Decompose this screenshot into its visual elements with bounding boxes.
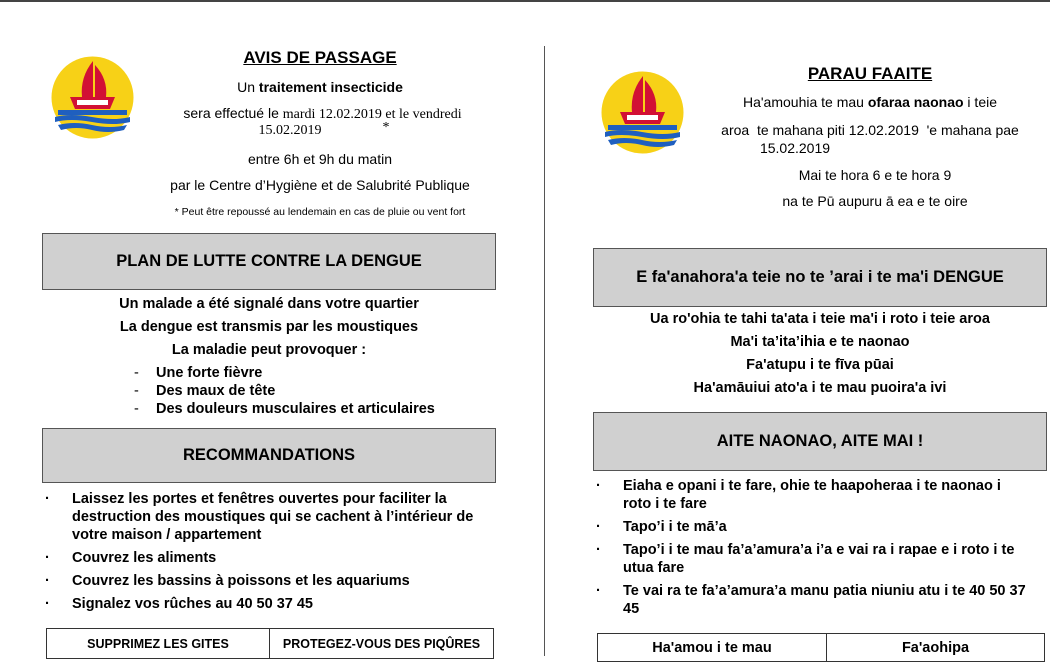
polynesia-emblem-icon bbox=[50, 55, 135, 140]
table-header-cell: Ha'amou i te mau bbox=[598, 634, 827, 662]
treatment-line bbox=[695, 94, 1045, 111]
dash-icon: - bbox=[134, 383, 139, 399]
column-divider bbox=[544, 46, 545, 656]
table-header-cell: SUPPRIMEZ LES GITES bbox=[47, 629, 270, 659]
alert-line-2: Ma'i ta’ita’ihia e te naonao bbox=[730, 334, 910, 350]
list-item: · Signalez vos rûches au 40 50 37 45 bbox=[45, 596, 313, 612]
recommendations-header: RECOMMANDATIONS bbox=[42, 428, 496, 483]
alert-line-2: La dengue est transmis par les moustiques bbox=[119, 319, 419, 335]
polynesia-emblem-icon bbox=[600, 70, 685, 155]
list-item: · Tapo’i i te mau fa’a’amura’a i’a e vai ra i rapae e i roto i te utua fare bbox=[596, 542, 1015, 576]
list-item: · Eiaha e opani i te fare, ohie te haapoheraa i te naonao i roto i te fare bbox=[596, 478, 1001, 512]
list-item: · Couvrez les aliments bbox=[45, 550, 217, 566]
table-header-cell: Fa'aohipa bbox=[827, 634, 1045, 662]
bullet-icon: · bbox=[596, 583, 601, 599]
dengue-plan-header: PLAN DE LUTTE CONTRE LA DENGUE bbox=[42, 233, 496, 290]
date-prefix: sera effectué le bbox=[183, 105, 283, 121]
page-title: AVIS DE PASSAGE bbox=[243, 48, 397, 67]
action-table bbox=[46, 628, 494, 659]
recommendation-list bbox=[42, 490, 492, 618]
organization-line: na te Pū aupuru ā ea e te oire bbox=[782, 193, 968, 209]
list-item: · Laissez les portes et fenêtres ouvertes pour faciliter la destruction des moustiques qui se cachent à l’intérieur de votre maison / appartement bbox=[45, 491, 474, 543]
treatment-bold: ofaraa naonao bbox=[867, 94, 964, 110]
alert-line-3: La maladie peut provoquer : bbox=[171, 342, 367, 358]
list-item: - Des douleurs musculaires et articulaires bbox=[134, 401, 435, 417]
alert-line-1: Un malade a été signalé dans votre quartier bbox=[119, 296, 419, 312]
date-second: 15.02.2019 bbox=[759, 140, 831, 156]
action-table bbox=[597, 633, 1045, 662]
rain-note: * Peut être repoussé au lendemain en cas de pluie ou vent fort bbox=[174, 206, 466, 218]
list-item: - Des maux de tête bbox=[134, 383, 276, 399]
dash-icon: - bbox=[134, 365, 139, 381]
date-second: 15.02.2019 bbox=[258, 123, 322, 138]
symptom-list bbox=[134, 364, 494, 418]
dash-icon: - bbox=[134, 401, 139, 417]
page-title: PARAU FAAITE bbox=[807, 64, 933, 83]
table-header-cell: PROTEGEZ-VOUS DES PIQÛRES bbox=[270, 629, 494, 659]
bullet-icon: · bbox=[596, 542, 601, 558]
alert-line-1: Ua ro'ohia te tahi ta'ata i teie ma'i i roto i teie aroa bbox=[650, 311, 990, 327]
top-border bbox=[0, 0, 1050, 2]
date-line: aroa te mahana piti 12.02.2019 'e mahana pae bbox=[721, 122, 1019, 138]
treatment-prefix: Un bbox=[237, 79, 259, 95]
recommendations-header: AITE NAONAO, AITE MAI ! bbox=[593, 412, 1047, 471]
dengue-plan-header: E fa'anahora'a teie no te ’arai i te ma'i DENGUE bbox=[593, 248, 1047, 307]
time-line: entre 6h et 9h du matin bbox=[248, 151, 392, 167]
date-asterisk: * bbox=[382, 120, 390, 135]
list-item: - Une forte fièvre bbox=[134, 365, 263, 381]
bullet-icon: · bbox=[45, 596, 50, 612]
time-line: Mai te hora 6 e te hora 9 bbox=[798, 167, 952, 183]
treatment-line bbox=[160, 79, 480, 96]
treatment-prefix: Ha'amouhia te mau bbox=[742, 94, 868, 110]
list-item: · Tapo’i i te mā’a bbox=[596, 519, 727, 535]
organization-line: par le Centre d’Hygiène et de Salubrité Publique bbox=[170, 177, 470, 193]
alert-line-4: Ha'amāuiui ato'a i te mau puoira'a ivi bbox=[693, 380, 947, 396]
bullet-icon: · bbox=[45, 550, 50, 566]
treatment-bold: traitement insecticide bbox=[258, 79, 403, 95]
recommendation-list bbox=[593, 477, 1033, 623]
list-item: · Couvrez les bassins à poissons et les aquariums bbox=[45, 573, 410, 589]
treatment-suffix: i teie bbox=[963, 94, 998, 110]
bullet-icon: · bbox=[45, 573, 50, 589]
list-item: · Te vai ra te fa’a’amura’a manu patia niuniu atu i te 40 50 37 45 bbox=[596, 583, 1026, 617]
bullet-icon: · bbox=[45, 491, 50, 507]
bullet-icon: · bbox=[596, 519, 601, 535]
alert-line-3: Fa'atupu i te fīva pūai bbox=[746, 357, 894, 373]
bullet-icon: · bbox=[596, 478, 601, 494]
date-range: mardi 12.02.2019 et le vendredi bbox=[282, 107, 462, 122]
date-line bbox=[150, 105, 495, 123]
